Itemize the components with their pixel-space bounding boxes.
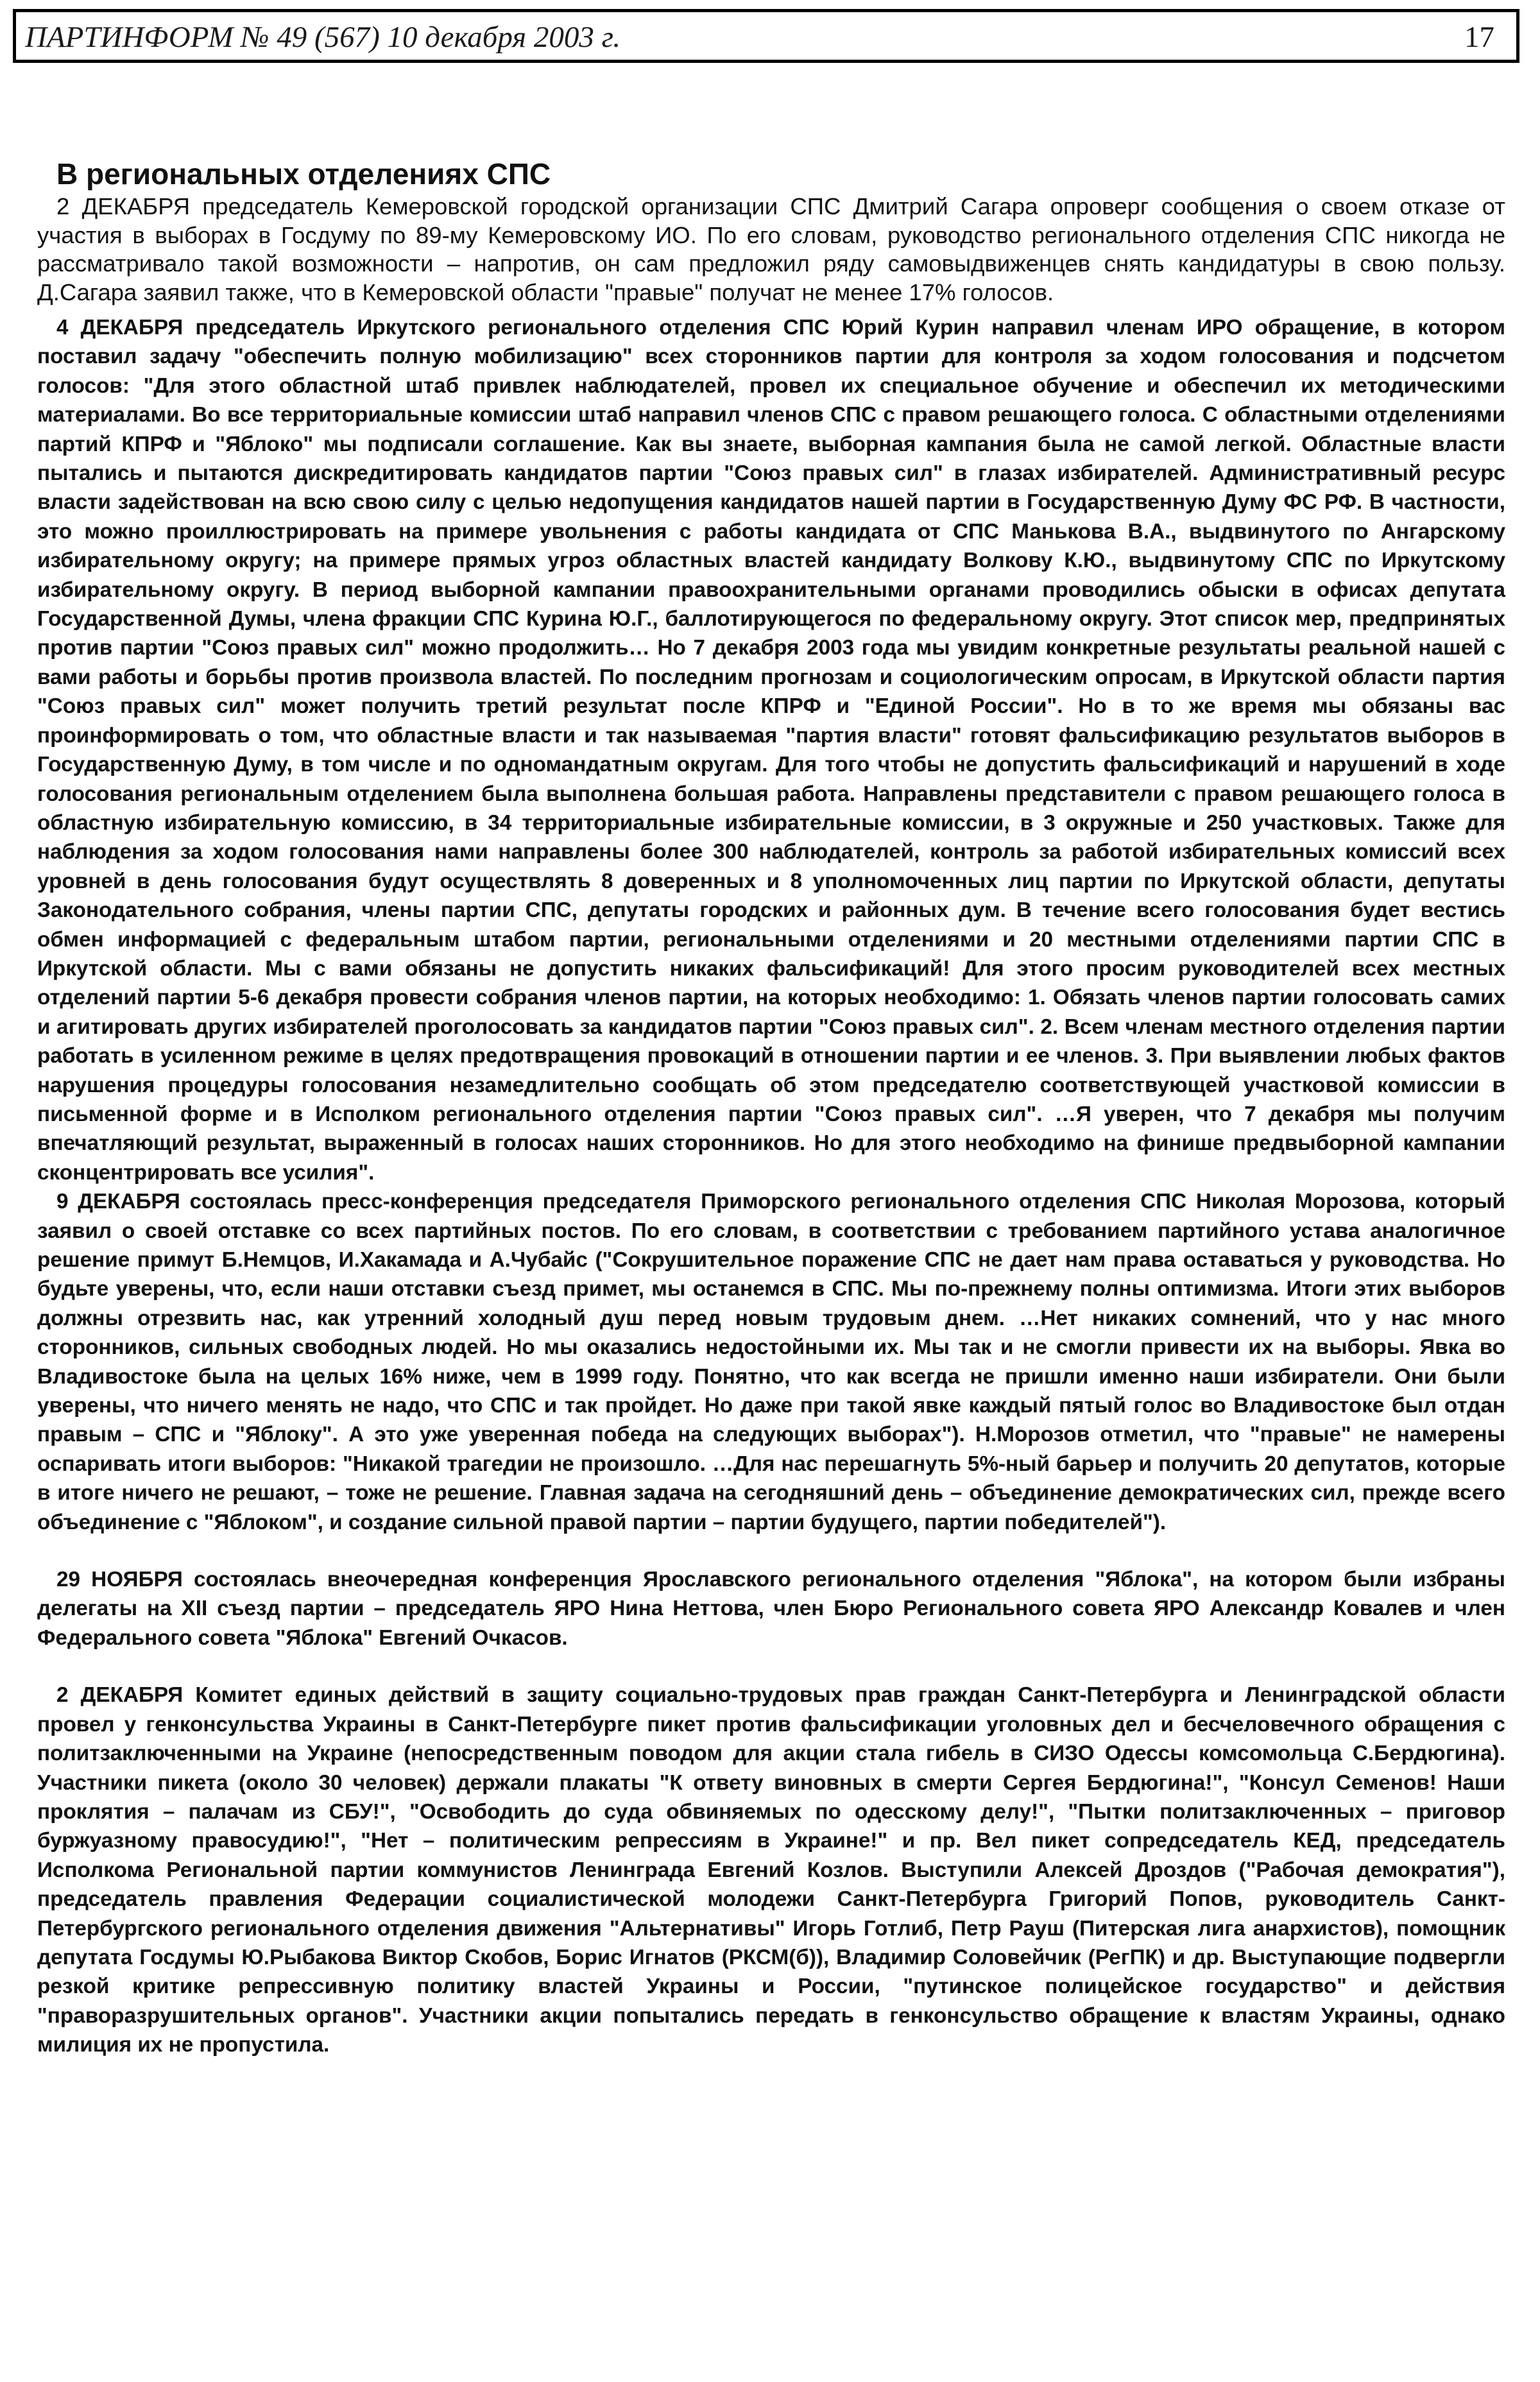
paragraph-irkutsk: 4 ДЕКАБРЯ председатель Иркутского регионального отделения СПС Юрий Курин направил членам ИРО обращение, в котором поставил задачу "обеспечить полную мобилизацию" всех сторонников партии для контроля за ходом голосования и подсчетом голосов: "Для этого областной штаб привлек наблюдателей, провел их специальное обучение и обеспечил их методическими материалами. Во все территориальные комиссии штаб направил членов СПС с правом решающего голоса. С областными отделениями партий КПРФ и "Яблоко" мы подписали соглашение. Как вы знаете, выборная кампания была не самой легкой. Областные власти пытались и пытаются дискредитировать кандидатов партии "Союз правых сил" в глазах избирателей. Административный ресурс власти задействован на всю свою силу с целью недопущения кандидатов нашей партии в Государственную Думу ФС РФ. В частности, это можно проиллюстрировать на примере увольнения с работы кандидата от СПС Манькова В.А., выдвинутого по Ангарскому избирательному округу; на примере прямых угроз областных властей кандидату Волкову К.Ю., выдвинутому СПС по Иркутскому избирательному округу. В период выборной кампании правоохранительными органами проводились обыски в офисах депутата Государственной Думы, члена фракции СПС Курина Ю.Г., баллотирующегося по федеральному округу. Этот список мер, предпринятых против партии "Союз правых сил" можно продолжить… Но 7 декабря 2003 года мы увидим конкретные результаты реальной нашей с вами работы и борьбы против произвола властей. По последним прогнозам и социологическим опросам, в Иркутской области партия "Союз правых сил" может получить третий результат после КПРФ и "Единой России". Но в то же время мы обязаны вас проинформировать о том, что областные власти и так называемая "партия власти" готовят фальсификацию результатов выборов в Государственную Думу, в том числе и по одномандатным округам. Для того чтобы не допустить фальсификаций и нарушений в ходе голосования региональным отделением была выполнена большая работа. Направлены представители с правом решающего голоса в областную избирательную комиссию, в 34 территориальные избирательные комиссии, в 3 окружные и 250 участковых. Также для наблюдения за ходом голосования нами направлены более 300 наблюдателей, контроль за работой избирательных комиссий всех уровней в день голосования будут осуществлять 8 доверенных и 8 уполномоченных лиц партии по Иркутской области, депутаты Законодательного собрания, члены партии СПС, депутаты городских и районных дум. В течение всего голосования будет вестись обмен информацией с федеральным штабом партии, региональными отделениями и 20 местными отделениями партии СПС в Иркутской области. Мы с вами обязаны не допустить никаких фальсификаций! Для этого просим руководителей всех местных отделений партии 5-6 декабря провести собрания членов партии, на которых необходимо: 1. Обязать членов партии голосовать самих и агитировать других избирателей проголосовать за кандидатов партии "Союз правых сил". 2. Всем членам местного отделения партии работать в усиленном режиме в целях предотвращения провокаций в отношении партии и ее членов. 3. При выявлении любых фактов нарушения процедуры голосования незамедлительно сообщать об этом председателю соответствующей участковой комиссии в письменной форме и в Исполком регионального отделения партии "Союз правых сил". …Я уверен, что 7 декабря мы получим впечатляющий результат, выраженный в голосах наших сторонников. Но для этого необходимо на финише предвыборной кампании сконцентрировать все усилия".: [37, 316, 1505, 1185]
paragraph-saint-petersburg: 2 ДЕКАБРЯ Комитет единых действий в защиту социально-трудовых прав граждан Санкт-Петербурга и Ленинградской области провел у генконсульства Украины в Санкт-Петербурге пикет против фальсификации уголовных дел и бесчеловечного обращения с политзаключенными на Украине (непосредственным поводом для акции стала гибель в СИЗО Одессы комсомольца С.Бердюгина). Участники пикета (около 30 человек) держали плакаты "К ответу виновных в смерти Сергея Бердюгина!", "Консул Семенов! Наши проклятия – палачам из СБУ!", "Освободить до суда обвиняемых по одесскому делу!", "Пытки политзаключенных – приговор буржуазному правосудию!", "Нет – политическим репрессиям в Украине!" и пр. Вел пикет сопредседатель КЕД, председатель Исполкома Региональной партии коммунистов Ленинграда Евгений Козлов. Выступили Алексей Дроздов ("Рабочая демократия"), председатель правления Федерации социалистической молодежи Санкт-Петербурга Григорий Попов, руководитель Санкт-Петербургского регионального отделения движения "Альтернативы" Игорь Готлиб, Петр Рауш (Питерская лига анархистов), помощник депутата Госдумы Ю.Рыбакова Виктор Скобов, Борис Игнатов (РКСМ(б)), Владимир Соловейчик (РегПК) и др. Выступающие подвергли резкой критике репрессивную политику властей Украины и России, "путинское полицейское государство" и действия "праворазрушительных органов". Участники акции попытались передать в генконсульство обращение к властям Украины, однако милиция их не пропустила.: [37, 1683, 1505, 2057]
page-number: 17: [1464, 21, 1494, 54]
paragraph-kemerovo: 2 ДЕКАБРЯ председатель Кемеровской городской организации СПС Дмитрий Сагара опроверг сообщения о своем отказе от участия в выборах в Госдуму по 89-му Кемеровскому ИО. По его словам, руководство регионального отделения СПС никогда не рассматривало такой возможности – напротив, он сам предложил ряду самовыдвиженцев снять кандидатуры в свою пользу. Д.Сагара заявил также, что в Кемеровской области "правые" получат не менее 17% голосов.: [37, 193, 1505, 305]
paragraph-primorye: 9 ДЕКАБРЯ состоялась пресс-конференция председателя Приморского регионального отделения СПС Николая Морозова, который заявил о своей отставке со всех партийных постов. По его словам, в соответствии с требованием партийного устава аналогичное решение примут Б.Немцов, И.Хакамада и А.Чубайс ("Сокрушительное поражение СПС не дает нам права оставаться у руководства. Но будьте уверены, что, если наши отставки съезд примет, мы останемся в СПС. Мы по-прежнему полны оптимизма. Итоги этих выборов должны отрезвить нас, как утренний холодный душ перед новым трудовым днем. …Нет никаких сомнений, что у нас много сторонников, сильных свободных людей. Но мы оказались недостойными их. Мы так и не смогли привести их на выборы. Явка во Владивостоке была на целых 16% ниже, чем в 1999 году. Понятно, что как всегда не пришли именно наши избиратели. Они были уверены, что ничего менять не надо, что СПС и так пройдет. Но даже при такой явке каждый пятый голос во Владивостоке был отдан правым – СПС и "Яблоку". А это уже уверенная победа на следующих выборах"). Н.Морозов отметил, что "правые" не намерены оспаривать итоги выборов: "Никакой трагедии не произошло. …Для нас перешагнуть 5%-ный барьер и получить 20 депутатов, которые в итоге ничего не решают, – тоже не решение. Главная задача на сегодняшний день – объединение демократических сил, прежде всего объединение с "Яблоком", и создание сильной правой партии – партии будущего, партии победителей").: [37, 1190, 1505, 1534]
page-header: [13, 9, 1519, 63]
publication-title: ПАРТИНФОРМ № 49 (567) 10 декабря 2003 г.: [25, 21, 621, 54]
article-body: [37, 158, 1505, 2060]
section-heading: В региональных отделениях СПС: [56, 157, 551, 191]
paragraph-yaroslavl: 29 НОЯБРЯ состоялась внеочередная конференция Ярославского регионального отделения "Яблока", на котором были избраны делегаты на XII съезд партии – председатель ЯРО Нина Неттова, член Бюро Регионального совета ЯРО Александр Ковалев и член Федерального совета "Яблока" Евгений Очкасов.: [37, 1568, 1505, 1650]
